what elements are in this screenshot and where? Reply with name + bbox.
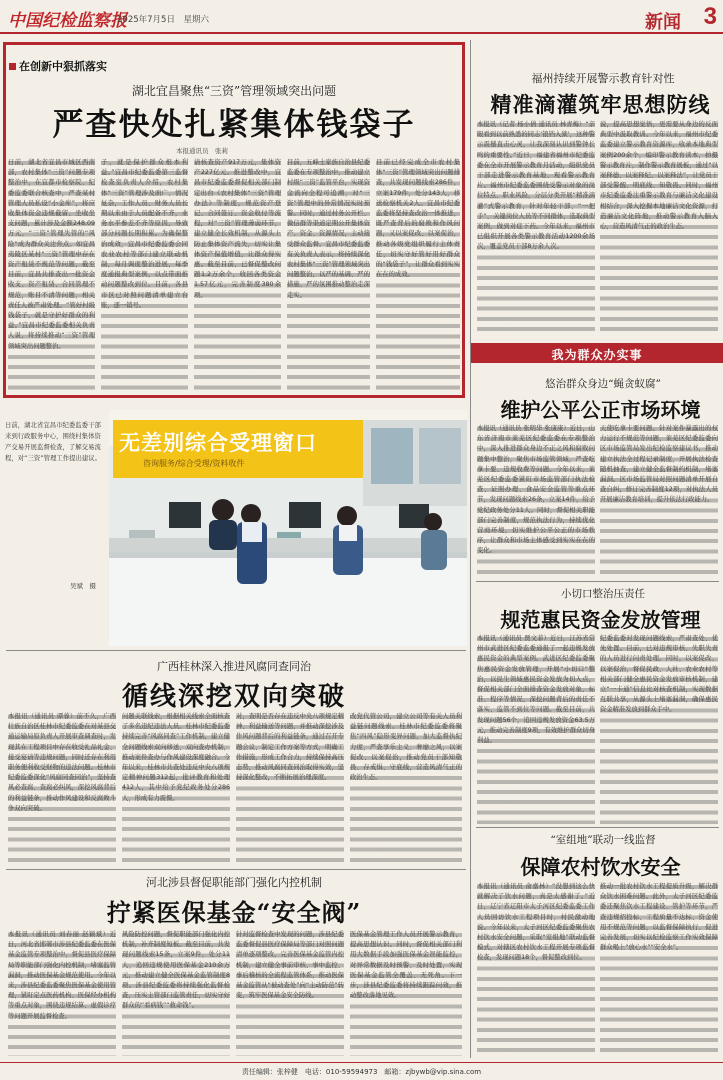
water-col-2: 推动一批农村饮水工程提质升级，解决群众饮水困难问题。此外，太子河区纪委监委还聚焦饮水工程建设、管护等环节，严查违规招投标、工程质量不达标、资金使用不规范等问题，以监督保障执行、促进完善发展，切实以纪检监察工作实效保障群众喝上“放心水”“安全水”。	[600, 882, 718, 1056]
guangxi-col-3: 对，查明是否存在违反中央八项规定精神、利益输送等问题，并推动深挖涉及作风问题背后的利益链条，通过召开专题会议、制定工作方案等方式，明确工作措施，形成工作合力，持续保持高压态势，推动风腐同查同治取得实效，坚持深化整改，不断拓展治理深度。	[236, 712, 344, 864]
story-divider	[6, 869, 466, 870]
newspaper-logo: 中国纪检监察报	[8, 11, 127, 31]
photo-credit: 吴斌 摄	[70, 582, 96, 590]
water-headline: 保障农村饮水安全	[520, 855, 681, 879]
section-name: 新闻	[645, 12, 681, 33]
story-divider	[476, 581, 719, 582]
news-photo	[109, 410, 467, 646]
window-sign-text: 无差别综合受理窗口	[119, 431, 317, 455]
hebei-headline: 拧紧医保基金“安全阀”	[106, 898, 362, 927]
story-byline: 本报通讯员 张莉	[176, 147, 228, 155]
story-divider	[476, 827, 719, 828]
square-bullet-icon	[9, 63, 16, 70]
fund-col-1: 本报讯（通讯员 贾文菲）近日，江苏省常州市武进区纪委监委通报了一起违规发放惠民资金的典型案例。武进区纪委监委聚焦惠民资金发放管理，开展“小切口”整治，以民生领域惠民资金发放为切入点，督促相关部门全面排查资金发放对象、标准、程序等情况，深挖问题背后的责任不落实、监管不到位等问题。截至目前，共发现问题56个，追回违规发放资金63.5万元，推动完善制度9项，有效维护群众切身利益。	[477, 634, 595, 824]
story-main-col-3: 请核查资产917万元，集体资产227亿元。推进整改中，宜昌市纪委监委督促相关部门制定出台《农村集体“三资”管理办法》等制度，规范资产登记、合同签订、资金收付等流程，对“三资”管理薄弱环节，建立健全长效机制，从源头上防止集体资产流失，切实让集体资产保值增值，让群众得实惠。截至目前，已督促整改问题1.2万余个，收回各类资金1.57亿元，完善制度380余项。	[194, 158, 281, 394]
fund-headline: 规范惠民资金发放管理	[500, 608, 701, 632]
hebei-col-4: 医保基金管理工作人员开展警示教育，提高思想认识。同时，督促相关部门利用大数据手段加强医保基金智能监控，对异常数据及时预警、及时处置，实现医保基金监管全覆盖、无死角。下一步，涉县纪委监委将持续跟踪问效，推动整改落地见效。	[350, 930, 462, 1056]
story-kicker: 湖北宜昌聚焦“三资”管理领域突出问题	[131, 84, 337, 98]
story-headline: 严查快处扎紧集体钱袋子	[52, 107, 416, 143]
column-tag	[9, 58, 107, 74]
hebei-kicker: 河北涉县督促职能部门强化内控机制	[146, 876, 322, 889]
fuzhou-headline: 精准滴灌筑牢思想防线	[490, 92, 711, 117]
page-footer	[0, 1062, 723, 1080]
section-banner	[471, 343, 723, 363]
hebei-col-2: 风险防控问题，督促职能部门强化内控机制，补齐制度短板。截至目前，共发现问题线索15条，立案9件，处分11人，追回违规使用医保基金210余万元，推动建立健全医保基金监管制度8项。涉县纪委监委将持续强化监督检查，压实主管部门监管责任，切实守好群众的“看病钱”“救命钱”。	[122, 930, 230, 1056]
column-tag-label: 在创新中狠抓落实	[19, 60, 107, 73]
guangxi-col-4: 改党代管公司，建立公司等有关人员利益链问题线索。桂林市纪委监委将聚焦“四风”隐形变异问题，加大监督执纪力度，严查享乐主义、奢靡之风，以案促改、以案促治，推动党员干部知敬畏、存戒惧、守底线，营造风清气正的政治生态。	[350, 712, 462, 864]
editor-info: 责任编辑：张梓健 电话：010-59594973 邮箱：zjbywb@vip.sina.com	[241, 1068, 482, 1076]
fuzhou-col-2: 说，提高思想觉悟，更需要从身边的反面典型中汲取教训。今年以来，福州市纪委监委建立警示教育资源库，收录本地典型案例200余个，编印警示教育读本，拍摄警示教育片，制作警示教育展板，通过“以案释德、以案释纪、以案释法”，让党员干部受警醒、明底线、知敬畏。同时，福州市纪委监委注重警示教育与廉洁文化建设相结合，深入挖掘本地廉洁文化资源，打造廉洁文化阵地，推动警示教育入脑入心，营造风清气正的政治生态。	[600, 120, 718, 336]
section-banner-label: 我为群众办实事	[551, 348, 643, 362]
guangxi-col-2: 问题关联线索，根据相关线索全面核查了多名违纪违法人员。桂林市纪委监委持续完善“风腐同查”工作机制，建立健全问题线索双向移送、双向查办机制，推动案件查办与作风建设深度融合。今年以来，桂林市共查处违反中央八项规定精神问题312起，批评教育和处理412人，其中给予党纪政务处分286人，形成有力震慑。	[122, 712, 230, 864]
service-headline: 维护公平公正市场环境	[500, 398, 701, 422]
page-number: 3	[703, 3, 717, 30]
photo-caption: 日前，湖北省宜昌市纪委监委干部来到行政服务中心，围绕村集体资产交易开展监督检查，了解交易流程，对“三资”管理工作提出建议。	[5, 421, 102, 462]
issue-date: 2025年7月5日 星期六	[117, 15, 209, 25]
service-kicker: 悠治群众身边“蝇贪蚁腐”	[545, 378, 661, 390]
guangxi-kicker: 广西桂林深入推进风腐同查同治	[157, 660, 311, 673]
story-divider	[6, 650, 466, 651]
story-main-col-2: 子，就是保护群众根本利益。”宜昌市纪委监委第三监督检查室负责人介绍，农村集体“三资”管理涉及面广、情况复杂，工作人员、财务人员长期以来由于人员配备不齐，业务水平参差不齐等原因，导致部分问题长期积累。为确保整治成效，宜昌市纪委监委会同农业农村等部门建立联动机制，每月调度整治进展，每季度通报典型案例，以点带面推动问题整改到位。目前，各县市区已对照问题清单建立台账，逐一销号。	[101, 158, 188, 394]
column-divider	[470, 40, 471, 1058]
hebei-col-1: 本报讯（通讯员 刘春丽 赵颖斌）近日，河北省邯郸市涉县纪委监委在医保基金监管专项整治中，督促县医疗保障局等职能部门强化内控机制，堵塞监管漏洞，推动医保基金规范使用。今年以来，涉县纪委监委聚焦医保基金使用管理，紧盯定点医药机构、医保经办机构等重点对象，围绕违规结算、虚假诊疗等问题开展监督检查。	[8, 930, 116, 1056]
fund-kicker: 小切口整治压责任	[561, 588, 645, 600]
water-kicker: “室组地”联动一线监督	[550, 834, 656, 846]
story-main-col-1: 日前，湖北省宜昌市城区西南部，农村集体“三资”问题专项整治中，在宜都市检察院、纪委监委联合核查中，严查某村管理人员私设“小金库”，将应收集体资金违规截留、坐收坐支问题，累计涉及金额248.09万元，“三资”管理失管的“风险”成为群众关注焦点。如宜昌夷陵区某村“三资”管理中存在资产租赁不规范等问题，截至目前，宜昌共排查出一批资金收支、资产租赁、合同管理不规范，账目不清等问题，相关责任人被严肃处理。“管好村级钱袋子，就是守护好群众的利益。”宜昌市纪委监委相关负责人说，将持续推动“三资”管理领域突出问题整治。	[8, 158, 95, 394]
masthead	[0, 0, 723, 34]
water-col-1: 本报讯（通讯员 俞嘉林）“没想到这么快就解决了饮水问题，真是太感谢了。”近日，辽宁省辽阳市太子河区纪委监委工作人员回访饮水工程项目时，村民激动地说。今年以来，太子河区纪委监委聚焦农村饮水安全问题，采取“室组地”联动监督模式，对辖区农村饮水工程开展专项监督检查，发现问题18个，督促整改到位。	[477, 882, 595, 1056]
hebei-col-3: 针对监督检查中发现的问题，涉县纪委监委督促县医疗保障局等部门对照问题清单逐项整改，完善医保基金监管内控机制，建立健全事前审核、事中监控、事后稽核的全流程监管体系，推动医保基金监管从“被动查处”向“主动防范”转变，筑牢医保基金安全防线。	[236, 930, 344, 1056]
fuzhou-col-1: 本报讯（记者 杨小倩 通讯员 林青梅）“亲眼看到以前熟悉的同志‘锒铛入狱’，这种警示震撼直击心灵，让我深刻认识到警钟长鸣的重要性。”近日，福建省福州市纪委监委在全市开展警示教育月活动，组织党员干部走进警示教育基地、观看警示教育片。福州市纪委监委围绕受警示对象的岗位特点、职业风险，分层分类开展“精准滴灌”式警示教育，针对年轻干部、“一把手”、关键岗位人员等不同群体，选取典型案例，做到对症下药。今年以来，福州市已组织开展各类警示教育活动1200余场次，覆盖党员干部8万余人次。	[477, 120, 595, 336]
service-col-2: 天使吃拿卡要问题。针对案件暴露出的权力运行不规范等问题，莱芜区纪委监委向区市场监管局发出纪检监察建议书，推动建立执法全过程记录制度，开展执法检查随机抽查，建立健全监督制约机制，堵塞漏洞。区市场监管局对照问题清单开展自查自纠，修订完善制度12项，对执法人员开展廉洁教育培训，提升依法行政能力。	[600, 424, 718, 576]
fund-col-2: 纪委监委对发现问题线索，严肃查处、优先处置。目前，已对违规审核、失职失责的人员进行问责处理。同时，以案促改、以案促治，督促民政、人社、农业农村等相关部门健全惠民资金发放审核机制，建立“一卡通”信息比对核查机制，实现数据互联共享，从源头上堵塞漏洞，确保惠民资金精准发放到群众手中。	[600, 634, 718, 824]
window-sign-subtext: 咨询服务/综合受理/资料收件	[143, 459, 245, 468]
guangxi-col-1: 本报讯（通讯员 谭蓉）前不久，广西壮族自治区桂林市纪委监委在对某县交通运输局原负责人开展审查调查时，发现其在工程项目中存在收受礼品礼金、接受宴请等违规问题，同时还存在利用职务便利收受财物的违法问题。桂林市纪委监委深化“风腐同查同治”，坚持查风必查腐、查腐必纠风，深挖风腐背后的利益链条，推动作风建设和反腐败斗争双向突破。	[8, 712, 116, 864]
service-col-1: 本报讯（通讯员 张明华 张康康）近日，山东省济南市莱芜区纪委监委在专项整治中，深入推进群众身边不正之风和腐败问题集中整治，聚焦市场监管领域，严查吃拿卡要、违规收费等问题。今年以来，莱芜区纪委监委紧盯市场监管部门执法检查、证照办理、食品安全监管等重点环节，发现问题线索26条，立案14件，给予党纪政务处分11人。同时，督促相关职能部门完善制度，规范执法行为，持续优化营商环境，切实维护公平公正的市场秩序，让群众和市场主体感受到实实在在的变化。	[477, 424, 595, 576]
guangxi-headline: 循线深挖双向突破	[121, 682, 346, 712]
story-main-col-5: 目前已经完成全市农村集体“三资”管理领域突出问题排查，共发现问题线索286件，立案179件，处分143人，移送检察机关2人。宜昌市纪委监委将坚持查改治一体推进，既严查背后的腐败和作风问题，又以案促改、以案促治，推动各级党组织履行主体责任，切实守好管好用好群众的“钱袋子”，让群众看到实实在在的成效。	[376, 158, 460, 394]
fuzhou-kicker: 福州持续开展警示教育针对性	[531, 72, 675, 85]
story-main-col-4: 目前，五峰土家族自治县纪委监委在专项整治中，推动建立村级“三资”监管平台，实现资金流向全程可追溯，对“三资”管理中的异常情况实时预警。同时，通过村务公开栏、微信群等渠道定期公开集体资产、资金、资源情况，主动接受群众监督。宜昌市纪委监委有关负责人表示，将持续深化农村集体“三资”管理领域突出问题整治，以严的基调、严的措施、严的氛围推动整治走深走实。	[287, 158, 370, 394]
